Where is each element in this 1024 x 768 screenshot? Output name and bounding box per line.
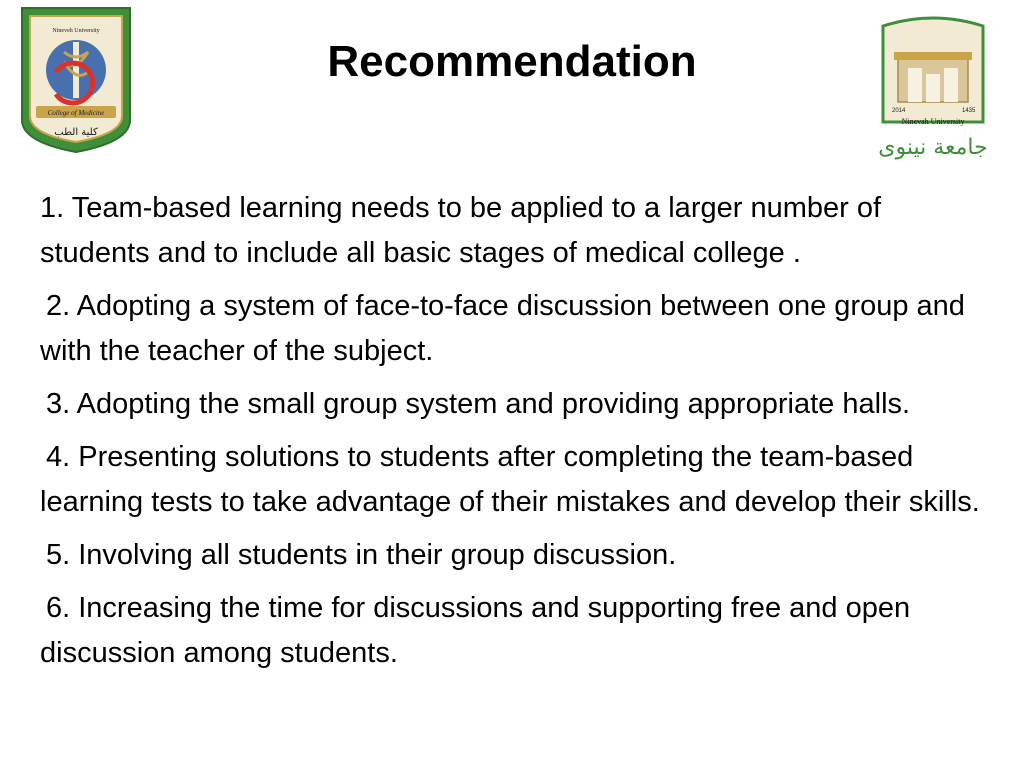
logo-right-name: Ninevah University xyxy=(901,117,965,126)
logo-left-caption: College of Medicine xyxy=(47,109,105,117)
logo-left-top-text: Nineveh University xyxy=(52,28,100,34)
recommendation-item-3: 3. Adopting the small group system and providing appropriate halls. xyxy=(46,388,911,420)
college-of-medicine-logo xyxy=(14,2,138,156)
recommendation-item-6: 6. Increasing the time for discussions and supporting free and open discussion among students. xyxy=(40,592,911,669)
recommendation-item-1: 1. Team-based learning needs to be applied to a larger number of students and to include all basic stages of medical college . xyxy=(40,192,882,269)
logo-right-year-right: 1435 xyxy=(962,108,976,114)
recommendation-item-4: 4. Presenting solutions to students after completing the team-based learning tests to take advantage of their mistakes and develop their skills. xyxy=(40,441,980,518)
recommendation-list xyxy=(40,186,990,684)
ninevah-university-logo xyxy=(858,12,1008,164)
recommendation-item-2: 2. Adopting a system of face-to-face discussion between one group and with the teacher of the subject. xyxy=(40,290,965,367)
slide-title: Recommendation xyxy=(327,37,697,86)
logo-left-arabic: كلية الطب xyxy=(54,127,98,138)
logo-right-year-left: 2014 xyxy=(892,108,906,114)
recommendation-item-5: 5. Involving all students in their group discussion. xyxy=(46,539,677,571)
logo-right-arabic: جامعة نينوى xyxy=(878,135,988,160)
